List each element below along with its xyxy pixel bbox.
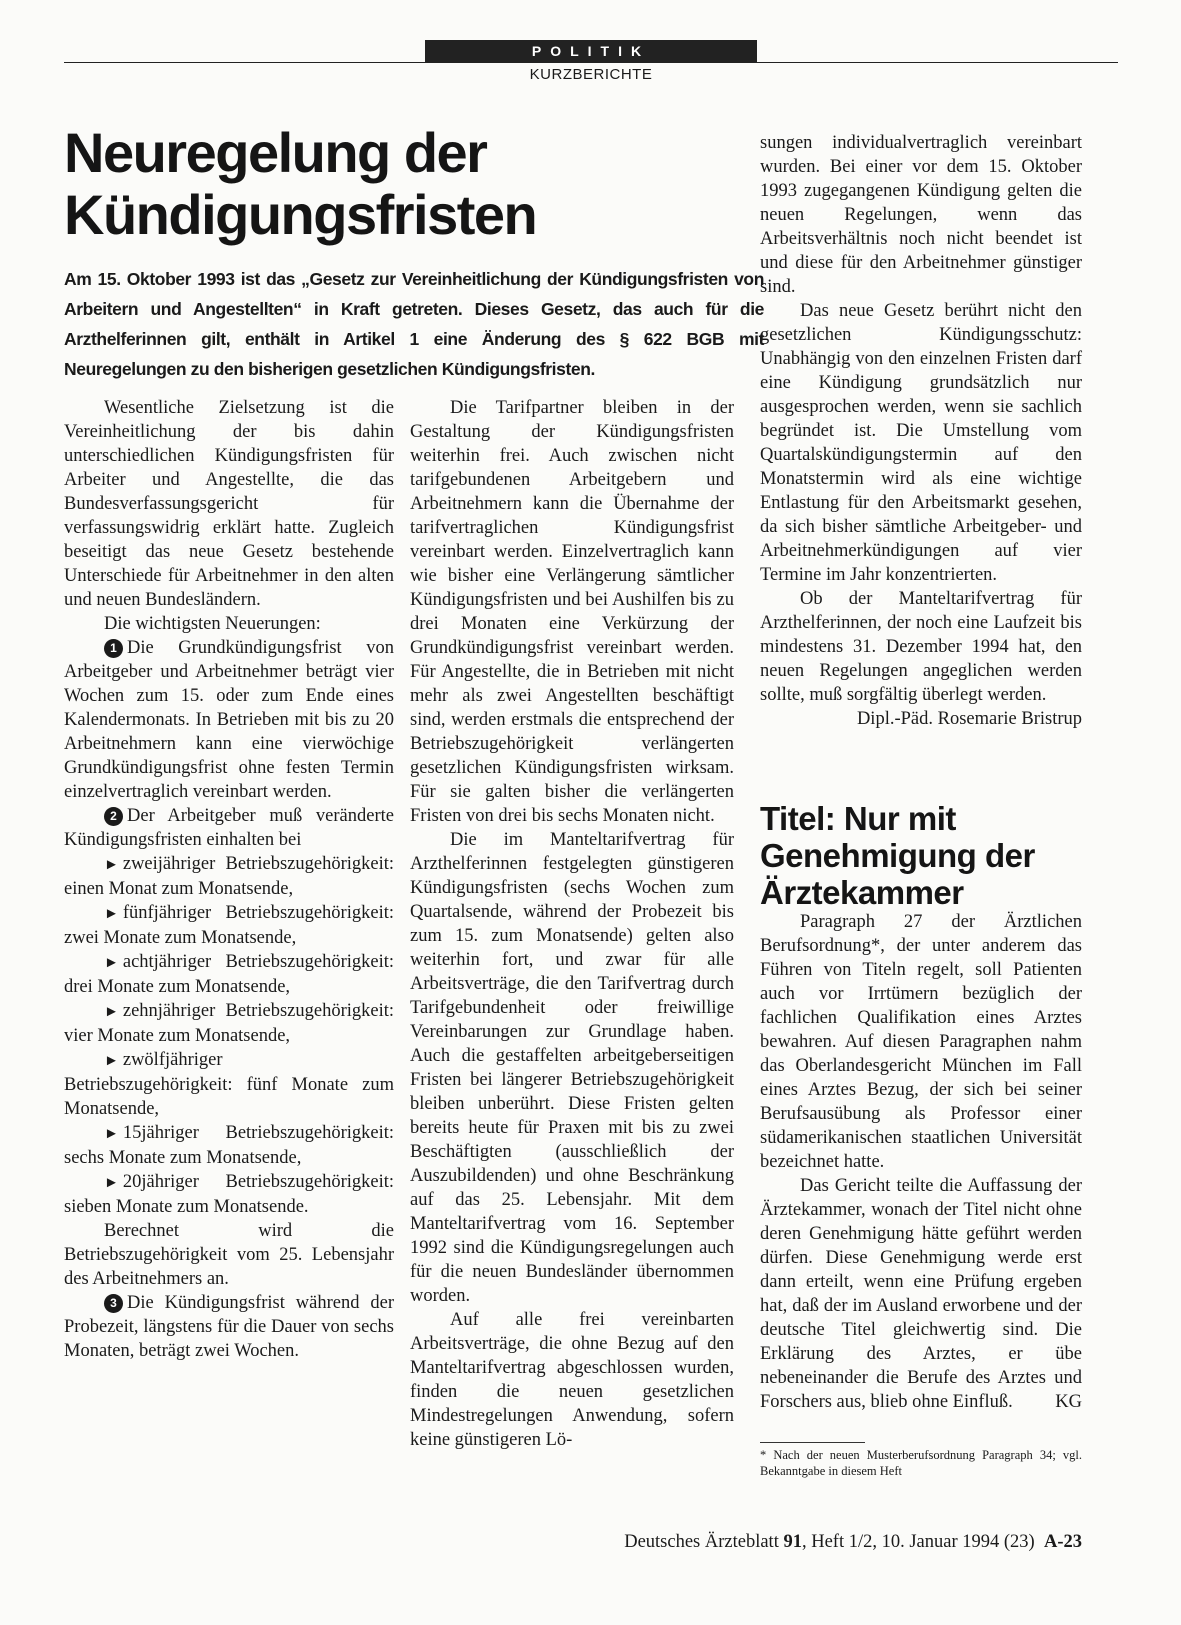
paragraph: Wesentliche Zielsetzung ist die Vereinheitlichung der bis dahin unterschiedlichen Kündigungsfristen für Arbeiter und Angestellte, die das Bundesverfassungsgericht für verfassungswidrig erklärt hatte. Zugleich beseitigt das neue Gesetz bestehende Unterschiede für Arbeitnehmer in den alten und neuen Bundesländern. xyxy=(64,398,394,610)
footnote: * Nach der neuen Musterberufsordnung Paragraph 34; vgl. Bekanntgabe in diesem Heft xyxy=(760,1448,1082,1478)
list-item: ► zehnjähriger Betriebszugehörigkeit: vier Monate zum Monatsende, xyxy=(64,1001,394,1046)
paragraph: Die Tarifpartner bleiben in der Gestaltung der Kündigungsfristen weiterhin frei. Auch zwischen nicht tarifgebundenen Arbeitgebern und Arbeitnehmern kann die Übernahme der tarifvertraglichen Kündigungsfrist vereinbart werden. Einzelvertraglich kann wie bisher eine Verlängerung sämtlicher Kündigungsfristen und bei Aushilfen bis zu drei Monaten eine Verkürzung der Grundkündigungsfrist vereinbart werden. Für Angestellte, die in Betrieben mit nicht mehr als zwei Angestellten beschäftigt sind, werden erstmals die entsprechend der Betriebszugehörigkeit verlängerten gesetzlichen Kündigungsfristen wirksam. Für sie galten bisher die verlängerten Fristen von drei bis sechs Monaten nicht. xyxy=(410,398,734,826)
paragraph: Das Gericht teilte die Auffassung der Ärztekammer, wonach der Titel nicht ohne deren Genehmigung hätte geführt werden dürfen. Diese Genehmigung werde erst dann erteilt, wenn eine Prüfung ergeben hat, daß der im Ausland erworbene und der deutsche Titel gleichwertig sind. Die Erklärung des Arztes, er übe nebeneinander die Berufe des Arztes und Forschers aus, blieb ohne Einfluß. KG xyxy=(760,1176,1082,1412)
arrow-right-icon: ► xyxy=(104,1053,119,1069)
column-1 xyxy=(64,396,394,1363)
paragraph: Das neue Gesetz berührt nicht den gesetzlichen Kündigungsschutz: Unabhängig von den einzelnen Fristen darf eine Kündigung grundsätzlich nur ausgesprochen werden, wenn sie sachlich begründet ist. Die Umstellung vom Quartalskündigungstermin auf den Monatstermin wird als eine wichtige Entlastung für den Arbeitsmarkt gesehen, da sich bisher sämtliche Arbeitgeber- und Arbeitnehmerkündigungen auf vier Termine im Jahr konzentrierten. xyxy=(760,301,1082,585)
paragraph: Ob der Manteltarifvertrag für Arzthelferinnen, der noch eine Laufzeit bis mindestens 31. Dezember 1994 hat, den neuen Regelungen angeglichen werden sollte, muß sorgfältig überlegt werden. xyxy=(760,589,1082,705)
arrow-right-icon: ► xyxy=(104,1004,119,1020)
column-2 xyxy=(410,396,734,1452)
paragraph: Die im Manteltarifvertrag für Arzthelferinnen festgelegten günstigeren Kündigungsfristen (sechs Wochen zum Quartalsende, während der Probezeit bis zum 15. zum Monatsende) gelten also weiterhin fort, und zwar für alle Arbeitsverträge, die den Tarifvertrag durch Tarifgebundenheit oder freiwillige Vereinbarungen zur Grundlage haben. Auch die gestaffelten arbeitgeberseitigen Fristen bei längerer Betriebszugehörigkeit bleiben unberührt. Diese Fristen gelten bereits heute für Praxen mit bis zu zwei Beschäftigten (ausschließlich der Auszubildenden) und ohne Beschränkung auf das 25. Lebensjahr. Mit dem Manteltarifvertrag vom 16. September 1992 sind die Kündigungsregelungen auch für die neuen Bundesländer übernommen worden. xyxy=(410,830,734,1306)
arrow-right-icon: ► xyxy=(104,906,119,922)
page-number: A-23 xyxy=(1043,1532,1082,1552)
paragraph: Auf alle frei vereinbarten Arbeitsverträge, die ohne Bezug auf den Manteltarifvertrag abgeschlossen wurden, finden die neuen gesetzlichen Mindestregelungen Anwendung, sofern keine günstigeren Lö- xyxy=(410,1310,734,1450)
list-item: ► zweijähriger Betriebszugehörigkeit: einen Monat zum Monatsende, xyxy=(64,854,394,899)
number-2-icon: 2 xyxy=(104,807,123,826)
list-item: 3 Die Kündigungsfrist während der Probezeit, längstens für die Dauer von sechs Monaten, beträgt zwei Wochen. xyxy=(64,1293,394,1361)
page-footer xyxy=(440,1532,1082,1553)
arrow-right-icon: ► xyxy=(104,857,119,873)
number-1-icon: 1 xyxy=(104,639,123,658)
paragraph: Die wichtigsten Neuerungen: xyxy=(104,614,321,634)
footnote-rule xyxy=(760,1442,865,1443)
list-item: 2 Der Arbeitgeber muß veränderte Kündigungsfristen einhalten bei xyxy=(64,806,394,850)
subsection-label: KURZBERICHTE xyxy=(529,66,653,83)
arrow-right-icon: ► xyxy=(104,1126,119,1142)
list-item: ► 20jähriger Betriebszugehörigkeit: sieben Monate zum Monatsende. xyxy=(64,1172,394,1217)
author-initials: KG xyxy=(1055,1392,1082,1412)
paragraph: sungen individualvertraglich vereinbart wurden. Bei einer vor dem 15. Oktober 1993 zugegangenen Kündigung gelten die neuen Regelungen, wenn das Arbeitsverhältnis noch nicht beendet ist und diese für den Arbeitnehmer günstiger sind. xyxy=(760,133,1082,297)
arrow-right-icon: ► xyxy=(104,955,119,971)
article-2-body xyxy=(760,910,1082,1414)
list-item: 1 Die Grundkündigungsfrist von Arbeitgeber und Arbeitnehmer beträgt vier Wochen zum 15. oder zum Ende eines Kalendermonats. In Betrieben mit bis zu 20 Arbeitnehmern kann eine vierwöchige Grundkündigungsfrist ohne festen Termin einzelvertraglich vereinbart werden. xyxy=(64,638,394,802)
issue-info: , Heft 1/2, 10. Januar 1994 (23) xyxy=(801,1532,1035,1552)
paragraph: Berechnet wird die Betriebszugehörigkeit vom 25. Lebensjahr des Arbeitnehmers an. xyxy=(64,1221,394,1289)
article-title: Neuregelung der Kündigungsfristen xyxy=(64,121,537,246)
header-rule xyxy=(64,62,1118,63)
number-3-icon: 3 xyxy=(104,1294,123,1313)
author-signature: Dipl.-Päd. Rosemarie Bristrup xyxy=(856,709,1082,729)
journal-name: Deutsches Ärzteblatt xyxy=(624,1532,779,1552)
section-label: POLITIK xyxy=(425,40,757,62)
volume-number: 91 xyxy=(783,1532,802,1552)
paragraph: Paragraph 27 der Ärztlichen Berufsordnung*, der unter anderem das Führen von Titeln regelt, soll Patienten auch vor Irrtümern bezüglich der fachlichen Qualifikation eines Arztes bewahren. Auf diesen Paragraphen nahm das Oberlandesgericht München im Fall eines Arztes Bezug, der sich bei seiner Berufsausübung als Professor einer südamerikanischen staatlichen Universität bezeichnet hatte. xyxy=(760,912,1082,1172)
list-item: ► zwölfjähriger Betriebszugehörigkeit: fünf Monate zum Monatsende, xyxy=(64,1050,394,1119)
article-2-title: Titel: Nur mit Genehmigung der Ärztekammer xyxy=(760,800,1035,911)
column-3 xyxy=(760,131,1082,731)
list-item: ► achtjähriger Betriebszugehörigkeit: drei Monate zum Monatsende, xyxy=(64,952,394,997)
list-item: ► fünfjähriger Betriebszugehörigkeit: zwei Monate zum Monatsende, xyxy=(64,903,394,948)
list-item: ► 15jähriger Betriebszugehörigkeit: sechs Monate zum Monatsende, xyxy=(64,1123,394,1168)
arrow-right-icon: ► xyxy=(104,1175,119,1191)
article-lead: Am 15. Oktober 1993 ist das „Gesetz zur Vereinheitlichung der Kündigungsfristen von Arbeitern und Angestellten“ in Kraft getreten. Dieses Gesetz, das auch für die Arzthelferinnen gilt, enthält in Artikel 1 eine Änderung des § 622 BGB mit Neuregelungen zu den bisherigen gesetzlichen Kündigungsfristen. xyxy=(64,269,764,379)
